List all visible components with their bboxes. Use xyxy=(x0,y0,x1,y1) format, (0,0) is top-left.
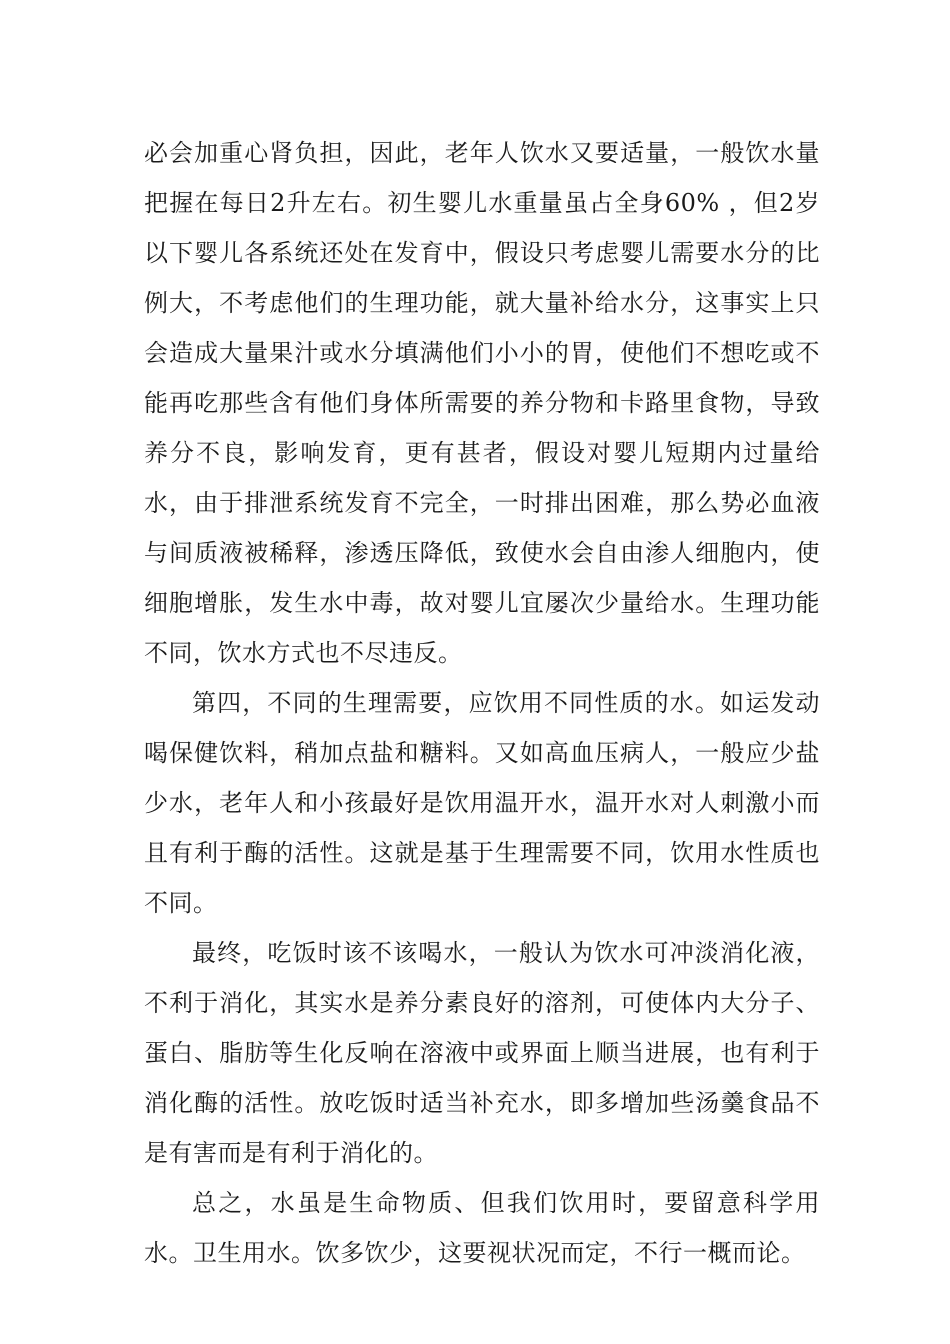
document-body xyxy=(144,128,820,1278)
paragraph-conclusion: 总之，水虽是生命物质、但我们饮用时，要留意科学用水。卫生用水。饮多饮少，这要视状况而定，不行一概而论。 xyxy=(144,1189,820,1267)
paragraph-finally: 最终，吃饭时该不该喝水，一般认为饮水可冲淡消化液，不利于消化，其实水是养分素良好的溶剂，可使体内大分子、蛋白、脂肪等生化反响在溶液中或界面上顺当进展，也有利于消化酶的活性。放吃饭时适当补充水，即多增加些汤羹食品不是有害而是有利于消化的。 xyxy=(144,939,820,1167)
paragraph-continued: 必会加重心肾负担，因此，老年人饮水又要适量，一般饮水量把握在每日2升左右。初生婴儿水重量虽占全身60% ，但2岁以下婴儿各系统还处在发育中，假设只考虑婴儿需要水分的比例大，不考虑他们的生理功能，就大量补给水分，这事实上只会造成大量果汁或水分填满他们小小的胃，使他们不想吃或不能再吃那些含有他们身体所需要的养分物和卡路里食物，导致养分不良，影响发育，更有甚者，假设对婴儿短期内过量给水，由于排泄系统发育不完全，一时排出困难，那么势必血液与间质液被稀释，渗透压降低，致使水会自由渗人细胞内，使细胞增胀，发生水中毒，故对婴儿宜屡次少量给水。生理功能不同，饮水方式也不尽违反。 xyxy=(144,139,820,667)
paragraph-fourth: 第四，不同的生理需要，应饮用不同性质的水。如运发动喝保健饮料，稍加点盐和糖料。又如高血压病人，一般应少盐少水，老年人和小孩最好是饮用温开水，温开水对人刺激小而且有利于酶的活性。这就是基于生理需要不同，饮用水性质也不同。 xyxy=(144,689,820,917)
